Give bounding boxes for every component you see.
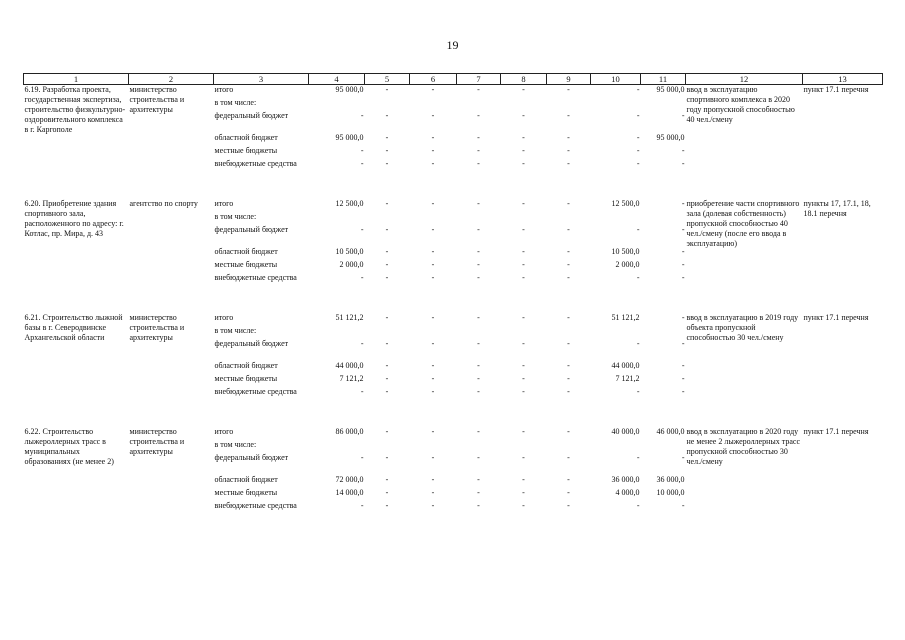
value-cell: -: [567, 85, 570, 94]
value-cell: -: [360, 146, 364, 155]
value-cell: -: [477, 146, 480, 155]
value-cell: -: [567, 387, 570, 396]
header-cell: 11: [641, 74, 686, 85]
value-cell: -: [477, 387, 480, 396]
value-cell: -: [522, 146, 525, 155]
header-cell: 12: [686, 74, 803, 85]
spacer-cell: [24, 295, 883, 313]
value-cell: 2 000,0: [615, 260, 640, 269]
value-cell: -: [681, 339, 685, 348]
value-cell: -: [681, 374, 685, 383]
value-cell: -: [636, 159, 640, 168]
value-cell: -: [431, 111, 435, 120]
empty-cell: [309, 440, 365, 453]
value-cell: -: [636, 146, 640, 155]
empty-cell: [309, 98, 365, 111]
value-cell: -: [681, 159, 685, 168]
funding-source: итого: [214, 199, 234, 208]
value-cell: -: [385, 111, 389, 120]
value-cell: -: [385, 475, 389, 484]
value-cell: -: [431, 260, 435, 269]
activity-title: 6.21. Строительство лыжной базы в г. Северодвинске Архангельской области: [24, 313, 123, 342]
funding-source: местные бюджеты: [214, 374, 278, 383]
indicator-reference: пункт 17.1 перечня: [803, 85, 869, 94]
funding-source: областной бюджет: [214, 133, 278, 142]
value-cell: -: [477, 427, 480, 436]
value-cell: 12 500,0: [611, 199, 640, 208]
value-cell: -: [385, 488, 389, 497]
value-cell: -: [636, 85, 640, 94]
value-cell: -: [431, 225, 435, 234]
value-cell: -: [477, 488, 480, 497]
funding-source: итого: [214, 85, 234, 94]
value-cell: -: [522, 427, 525, 436]
value-cell: -: [522, 453, 525, 462]
value-cell: 95 000,0: [335, 133, 364, 142]
value-cell: -: [567, 488, 570, 497]
value-cell: 40 000,0: [611, 427, 640, 436]
value-cell: -: [431, 361, 435, 370]
value-cell: -: [567, 453, 570, 462]
value-cell: 95 000,0: [335, 85, 364, 94]
value-cell: -: [567, 339, 570, 348]
empty-cell: [591, 212, 641, 225]
empty-cell: [641, 212, 686, 225]
executor: министерство строительства и архитектуры: [129, 313, 185, 342]
empty-cell: [591, 98, 641, 111]
empty-cell: [591, 326, 641, 339]
value-cell: 72 000,0: [335, 475, 364, 484]
empty-cell: [641, 98, 686, 111]
value-cell: -: [522, 159, 525, 168]
value-cell: -: [681, 361, 685, 370]
funding-source: местные бюджеты: [214, 260, 278, 269]
value-cell: -: [431, 199, 435, 208]
value-cell: -: [522, 475, 525, 484]
value-cell: 2 000,0: [339, 260, 364, 269]
value-cell: -: [431, 475, 435, 484]
funding-source: в том числе:: [214, 440, 257, 449]
empty-cell: [501, 326, 547, 339]
empty-cell: [410, 212, 457, 225]
funding-source: в том числе:: [214, 326, 257, 335]
value-cell: -: [385, 453, 389, 462]
value-cell: -: [477, 361, 480, 370]
value-cell: -: [477, 501, 480, 510]
value-cell: -: [431, 146, 435, 155]
value-cell: -: [431, 427, 435, 436]
value-cell: -: [522, 339, 525, 348]
header-cell: 10: [591, 74, 641, 85]
value-cell: 12 500,0: [335, 199, 364, 208]
value-cell: -: [477, 225, 480, 234]
value-cell: -: [567, 199, 570, 208]
value-cell: -: [681, 111, 685, 120]
value-cell: -: [522, 501, 525, 510]
value-cell: 51 121,2: [335, 313, 364, 322]
block-spacer: [24, 409, 883, 427]
value-cell: -: [567, 374, 570, 383]
header-cell: 1: [24, 74, 129, 85]
empty-cell: [547, 212, 591, 225]
value-cell: 44 000,0: [335, 361, 364, 370]
funding-source: федеральный бюджет: [214, 453, 289, 462]
funding-source: областной бюджет: [214, 247, 278, 256]
executor: министерство строительства и архитектуры: [129, 85, 185, 114]
empty-cell: [365, 440, 410, 453]
empty-cell: [365, 326, 410, 339]
value-cell: -: [522, 361, 525, 370]
value-cell: -: [360, 225, 364, 234]
block-spacer: [24, 181, 883, 199]
value-cell: -: [431, 133, 435, 142]
value-cell: -: [385, 501, 389, 510]
value-cell: -: [477, 159, 480, 168]
value-cell: -: [360, 453, 364, 462]
value-cell: -: [431, 501, 435, 510]
value-cell: -: [681, 146, 685, 155]
empty-cell: [410, 440, 457, 453]
value-cell: -: [636, 225, 640, 234]
empty-cell: [410, 98, 457, 111]
value-cell: -: [681, 225, 685, 234]
value-cell: -: [360, 501, 364, 510]
header-cell: 2: [129, 74, 214, 85]
value-cell: -: [431, 159, 435, 168]
expected-result: ввод в эксплуатацию в 2020 году не менее 2 лыжероллерных трасс пропускной способностью 30 чел./смену: [686, 427, 800, 466]
value-cell: -: [567, 260, 570, 269]
empty-cell: [410, 326, 457, 339]
value-cell: -: [385, 247, 389, 256]
value-cell: -: [636, 387, 640, 396]
value-cell: -: [477, 247, 480, 256]
header-cell: 6: [410, 74, 457, 85]
empty-cell: [501, 98, 547, 111]
header-cell: 13: [803, 74, 883, 85]
value-cell: -: [567, 159, 570, 168]
value-cell: -: [385, 374, 389, 383]
header-cell: 4: [309, 74, 365, 85]
value-cell: -: [636, 339, 640, 348]
empty-cell: [501, 440, 547, 453]
empty-cell: [365, 98, 410, 111]
header-cell: 9: [547, 74, 591, 85]
value-cell: -: [385, 85, 389, 94]
value-cell: 7 121,2: [615, 374, 640, 383]
header-cell: 7: [457, 74, 501, 85]
expected-result: приобретение части спортивного зала (долевая собственность) пропускной способностью 40 чел./смену (после его ввода в эксплуатацию): [686, 199, 800, 248]
value-cell: 14 000,0: [335, 488, 364, 497]
table-body: [24, 85, 883, 524]
value-cell: -: [636, 501, 640, 510]
value-cell: 10 500,0: [335, 247, 364, 256]
funding-source: внебюджетные средства: [214, 501, 297, 510]
value-cell: -: [360, 387, 364, 396]
value-cell: -: [477, 111, 480, 120]
value-cell: -: [567, 225, 570, 234]
value-cell: -: [431, 247, 435, 256]
value-cell: -: [385, 133, 389, 142]
value-cell: 95 000,0: [656, 85, 685, 94]
value-cell: -: [477, 453, 480, 462]
value-cell: -: [681, 387, 685, 396]
value-cell: -: [431, 313, 435, 322]
value-cell: -: [360, 111, 364, 120]
value-cell: -: [385, 146, 389, 155]
funding-source: итого: [214, 313, 234, 322]
funding-source: местные бюджеты: [214, 488, 278, 497]
value-cell: -: [385, 313, 389, 322]
value-cell: -: [567, 146, 570, 155]
funding-source: федеральный бюджет: [214, 225, 289, 234]
table-row: [24, 427, 883, 440]
funding-source: внебюджетные средства: [214, 159, 297, 168]
value-cell: -: [522, 111, 525, 120]
funding-source: внебюджетные средства: [214, 273, 297, 282]
value-cell: -: [477, 199, 480, 208]
value-cell: -: [681, 313, 685, 322]
value-cell: -: [431, 85, 435, 94]
funding-source: местные бюджеты: [214, 146, 278, 155]
value-cell: -: [385, 199, 389, 208]
value-cell: -: [522, 260, 525, 269]
value-cell: -: [636, 273, 640, 282]
funding-source: областной бюджет: [214, 475, 278, 484]
value-cell: -: [431, 374, 435, 383]
empty-cell: [457, 440, 501, 453]
empty-cell: [641, 440, 686, 453]
value-cell: -: [522, 199, 525, 208]
value-cell: -: [431, 339, 435, 348]
value-cell: -: [567, 361, 570, 370]
header-cell: 3: [214, 74, 309, 85]
funding-source: итого: [214, 427, 234, 436]
empty-cell: [457, 326, 501, 339]
value-cell: -: [681, 260, 685, 269]
block-spacer: [24, 295, 883, 313]
table-row: [24, 313, 883, 326]
program-table: [23, 73, 883, 523]
value-cell: 36 000,0: [611, 475, 640, 484]
table-row: [24, 85, 883, 99]
value-cell: -: [522, 85, 525, 94]
activity-title: 6.22. Строительство лыжероллерных трасс в муниципальных образованиях (не менее 2): [24, 427, 114, 466]
value-cell: -: [522, 133, 525, 142]
empty-cell: [309, 212, 365, 225]
value-cell: -: [567, 247, 570, 256]
funding-source: в том числе:: [214, 212, 257, 221]
value-cell: -: [360, 339, 364, 348]
funding-source: в том числе:: [214, 98, 257, 107]
empty-cell: [365, 212, 410, 225]
header-row: [24, 74, 883, 85]
value-cell: -: [567, 273, 570, 282]
value-cell: -: [360, 273, 364, 282]
value-cell: -: [385, 361, 389, 370]
value-cell: -: [477, 313, 480, 322]
value-cell: 10 000,0: [656, 488, 685, 497]
value-cell: 46 000,0: [656, 427, 685, 436]
value-cell: -: [385, 273, 389, 282]
value-cell: -: [522, 313, 525, 322]
empty-cell: [641, 326, 686, 339]
value-cell: -: [431, 488, 435, 497]
value-cell: -: [522, 488, 525, 497]
value-cell: -: [477, 339, 480, 348]
value-cell: -: [522, 225, 525, 234]
header-cell: 8: [501, 74, 547, 85]
value-cell: 44 000,0: [611, 361, 640, 370]
value-cell: -: [567, 111, 570, 120]
executor: агентство по спорту: [129, 199, 198, 208]
value-cell: -: [567, 501, 570, 510]
value-cell: -: [681, 273, 685, 282]
header-cell: 5: [365, 74, 410, 85]
value-cell: -: [567, 427, 570, 436]
value-cell: -: [567, 313, 570, 322]
value-cell: -: [477, 85, 480, 94]
executor: министерство строительства и архитектуры: [129, 427, 185, 456]
value-cell: -: [477, 374, 480, 383]
value-cell: -: [681, 501, 685, 510]
value-cell: -: [681, 453, 685, 462]
value-cell: -: [636, 111, 640, 120]
value-cell: -: [567, 133, 570, 142]
value-cell: -: [385, 339, 389, 348]
value-cell: -: [385, 159, 389, 168]
value-cell: -: [385, 260, 389, 269]
value-cell: -: [385, 225, 389, 234]
funding-source: федеральный бюджет: [214, 111, 289, 120]
value-cell: -: [431, 387, 435, 396]
value-cell: -: [522, 387, 525, 396]
value-cell: -: [522, 247, 525, 256]
spacer-cell: [24, 409, 883, 427]
value-cell: -: [477, 475, 480, 484]
value-cell: -: [360, 159, 364, 168]
activity-title: 6.19. Разработка проекта, государственная экспертиза, строительство физкультурно-оздоровительного комплекса в г. Каргополе: [24, 85, 126, 134]
funding-source: федеральный бюджет: [214, 339, 289, 348]
value-cell: -: [431, 273, 435, 282]
value-cell: -: [681, 247, 685, 256]
empty-cell: [591, 440, 641, 453]
activity-title: 6.20. Приобретение здания спортивного зала, расположенного по адресу: г. Котлас, пр. Мира, д. 43: [24, 199, 124, 238]
indicator-reference: пункт 17.1 перечня: [803, 313, 869, 322]
value-cell: -: [567, 475, 570, 484]
value-cell: -: [522, 273, 525, 282]
funding-source: областной бюджет: [214, 361, 278, 370]
spacer-cell: [24, 181, 883, 199]
value-cell: -: [477, 273, 480, 282]
empty-cell: [547, 440, 591, 453]
empty-cell: [547, 326, 591, 339]
value-cell: 86 000,0: [335, 427, 364, 436]
value-cell: -: [385, 387, 389, 396]
empty-cell: [501, 212, 547, 225]
indicator-reference: пункт 17.1 перечня: [803, 427, 869, 436]
expected-result: ввод в эксплуатацию спортивного комплекса в 2020 году пропускной способностью 40 чел./смену: [686, 85, 795, 124]
indicator-reference: пункты 17, 17.1, 18, 18.1 перечня: [803, 199, 871, 218]
value-cell: 51 121,2: [611, 313, 640, 322]
value-cell: -: [477, 133, 480, 142]
funding-source: внебюджетные средства: [214, 387, 297, 396]
expected-result: ввод в эксплуатацию в 2019 году объекта пропускной способностью 30 чел./смену: [686, 313, 799, 342]
empty-cell: [547, 98, 591, 111]
value-cell: 95 000,0: [656, 133, 685, 142]
value-cell: -: [636, 453, 640, 462]
value-cell: -: [385, 427, 389, 436]
value-cell: -: [431, 453, 435, 462]
empty-cell: [457, 98, 501, 111]
value-cell: -: [636, 133, 640, 142]
value-cell: 10 500,0: [611, 247, 640, 256]
value-cell: -: [681, 199, 685, 208]
empty-cell: [309, 326, 365, 339]
page-number: 19: [446, 38, 459, 52]
value-cell: 36 000,0: [656, 475, 685, 484]
value-cell: 7 121,2: [339, 374, 364, 383]
table-row: [24, 199, 883, 212]
empty-cell: [457, 212, 501, 225]
value-cell: -: [477, 260, 480, 269]
value-cell: 4 000,0: [615, 488, 640, 497]
value-cell: -: [522, 374, 525, 383]
